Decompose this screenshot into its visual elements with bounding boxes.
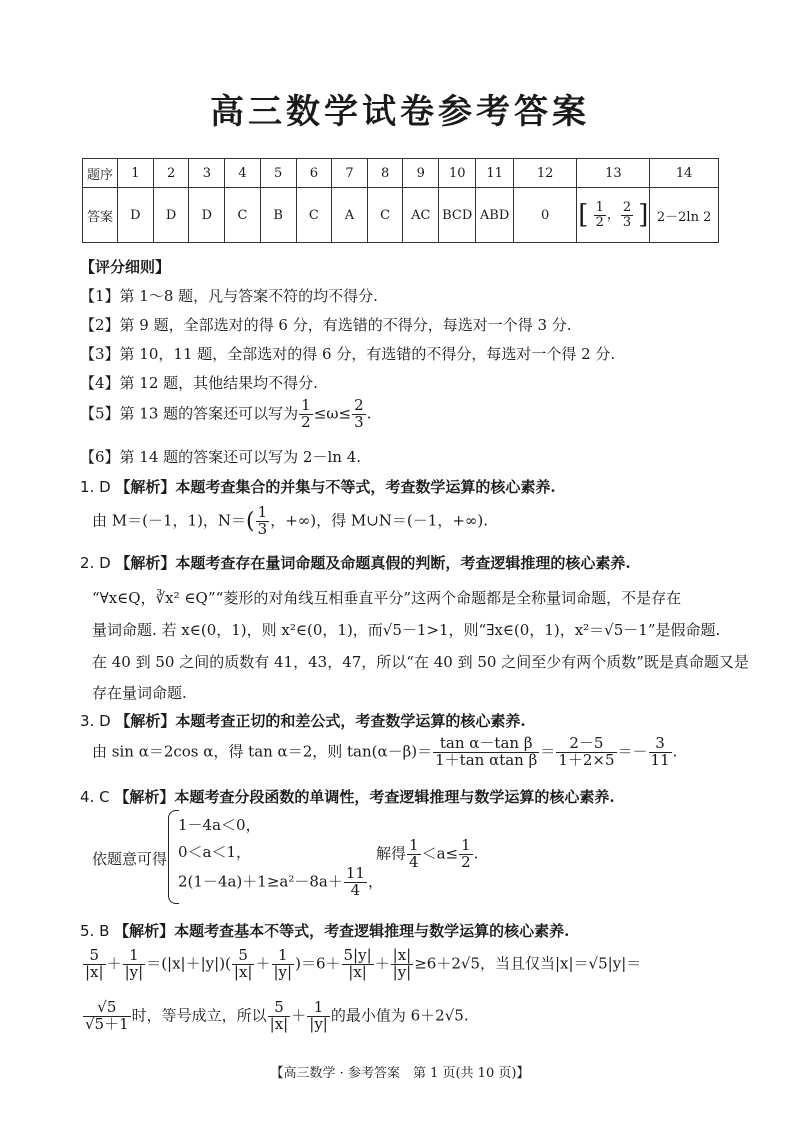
denominator: 1＋2×5	[558, 750, 615, 769]
fraction	[307, 1000, 330, 1033]
fraction	[649, 736, 672, 769]
q1-text: ，+∞)，得 M∪N＝(－1，+∞).	[270, 511, 489, 530]
q3-body	[92, 736, 677, 769]
answer-cell: C	[296, 188, 332, 243]
q1-analysis-title: 【解析】本题考查集合的并集与不等式，考查数学运算的核心素养.	[115, 478, 556, 496]
numerator: 5	[232, 948, 255, 965]
fraction	[459, 838, 473, 871]
answer-cell: D	[189, 188, 225, 243]
q-number: 3	[189, 159, 225, 188]
fraction	[272, 948, 295, 981]
q3-heading	[80, 710, 526, 731]
numerator: tan α－tan β	[433, 736, 539, 753]
q4-lead: 依题意可得	[92, 850, 168, 868]
q4-heading	[80, 786, 615, 807]
q-number: 8	[367, 159, 403, 188]
q5-text: 的最小值为 6＋2√5.	[330, 1006, 469, 1025]
q5-line-1	[82, 948, 641, 981]
numerator: 5	[268, 1000, 291, 1017]
q2-line-1: “∀x∈Q，∛x² ∈Q”“菱形的对角线互相垂直平分”这两个命题都是全称量词命题，不是存在	[92, 589, 682, 607]
numerator: 1	[272, 948, 295, 965]
q4-condition-text: 2(1－4a)＋1≥a²－8a＋	[178, 872, 343, 891]
rule-5-relation: ≤ω≤	[313, 404, 352, 423]
q-number: 10	[439, 159, 476, 188]
rule-1: 【1】第 1～8 题，凡与答案不符的均不得分.	[80, 287, 378, 305]
denominator: 2	[595, 214, 604, 230]
q5-number: 5. B	[80, 922, 115, 940]
q3-number: 3. D	[80, 712, 116, 730]
answer-label: 答案	[83, 188, 118, 243]
separator: ，	[606, 207, 620, 223]
denominator: |y|	[273, 962, 293, 981]
fraction	[594, 201, 606, 229]
denominator: 3	[622, 214, 632, 230]
numerator: 1	[307, 1000, 330, 1017]
q2-line-2: 量词命题. 若 x∈(0，1)，则 x²∈(0，1)，而√5－1>1，则“∃x∈(0，1)，x²＝√5－1”是假命题.	[92, 621, 721, 639]
answer-cell: C	[367, 188, 403, 243]
header-label: 题序	[83, 159, 118, 188]
q4-result-relation: ＜a≤	[421, 844, 459, 863]
q-number: 7	[332, 159, 368, 188]
period: .	[672, 742, 678, 761]
q-number: 11	[476, 159, 513, 188]
answer-cell: A	[332, 188, 368, 243]
answer-cell: 0	[513, 188, 577, 243]
q-number: 6	[296, 159, 332, 188]
q-number: 9	[403, 159, 439, 188]
rule-6: 【6】第 14 题的答案还可以写为 2－ln 4.	[80, 448, 362, 466]
numerator: 1	[123, 948, 146, 965]
plus: ＋	[106, 954, 122, 973]
period: .	[366, 404, 372, 423]
numerator: 11	[345, 864, 365, 882]
page-footer: 【高三数学 · 参考答案 第 1 页(共 10 页)】	[270, 1066, 530, 1081]
denominator: √5＋1	[85, 1014, 129, 1033]
plus: ＋	[291, 1006, 307, 1025]
denominator: 4	[350, 880, 361, 899]
rule-2: 【2】第 9 题，全部选对的得 6 分，有选错的不得分，每选对一个得 3 分.	[80, 316, 572, 334]
denominator: |x|	[269, 1014, 289, 1033]
numerator: 2	[354, 396, 364, 414]
rule-4: 【4】第 12 题，其他结果均不得分.	[80, 374, 318, 392]
q1-body	[92, 505, 488, 538]
denominator: 3	[257, 519, 268, 538]
q4-condition-3	[178, 866, 383, 899]
plus: ＋	[374, 954, 390, 973]
q4-result	[376, 838, 478, 871]
numerator: √5	[83, 1000, 131, 1017]
q3-text: 由 sin α＝2cos α，得 tan α＝2，则 tan(α－β)＝	[92, 742, 433, 761]
numerator: 1	[257, 503, 268, 521]
answer-cell: BCD	[439, 188, 476, 243]
denominator: 4	[409, 852, 419, 871]
answer-cell: AC	[403, 188, 439, 243]
denominator: 1＋tan αtan β	[435, 750, 538, 769]
q4-condition-2: 0＜a＜1，	[178, 843, 252, 861]
q-number: 12	[513, 159, 577, 188]
q2-heading	[80, 552, 631, 573]
answer-cell: 2－2ln 2	[650, 188, 719, 243]
q4-condition-1: 1－4a＜0，	[178, 816, 261, 834]
q5-heading	[80, 920, 569, 941]
rule-5-text: 【5】第 13 题的答案还可以写为	[80, 404, 299, 423]
q5-text: 时，等号成立，所以	[131, 1006, 267, 1025]
q2-number: 2. D	[80, 554, 116, 572]
fraction	[268, 1000, 291, 1033]
q1-heading	[80, 476, 556, 497]
q-number: 5	[260, 159, 296, 188]
denominator: |y|	[309, 1014, 328, 1033]
answer-table-header-row	[83, 159, 719, 188]
q4-analysis-title: 【解析】本题考查分段函数的单调性，考查逻辑推理与数学运算的核心素养.	[114, 788, 615, 806]
numerator: 1	[461, 836, 471, 854]
denominator: 3	[354, 412, 364, 431]
rules-heading: 【评分细则】	[80, 258, 171, 276]
q2-analysis-title: 【解析】本题考查存在量词命题及命题真假的判断，考查逻辑推理的核心素养.	[115, 554, 631, 572]
denominator: |x|	[85, 962, 104, 981]
denominator: 2	[461, 852, 471, 871]
numerator: 2	[622, 199, 632, 215]
q1-text: 由 M＝(－1，1)，N＝	[92, 511, 247, 530]
q2-line-3: 在 40 到 50 之间的质数有 41，43，47，所以“在 40 到 50 之间至少有两个质数”既是真命题又是	[92, 653, 749, 671]
q3-analysis-title: 【解析】本题考查正切的和差公式，考查数学运算的核心素养.	[115, 712, 526, 730]
fraction	[352, 398, 366, 431]
q5-text: ≥6＋2√5，当且仅当|x|＝√5|y|＝	[414, 954, 642, 973]
fraction	[342, 948, 374, 981]
numerator: 1	[409, 836, 419, 854]
denominator: |x|	[233, 962, 253, 981]
numerator: 3	[649, 736, 672, 753]
fraction	[256, 505, 270, 538]
numerator: 5|y|	[343, 946, 372, 964]
fraction	[123, 948, 146, 981]
answer-cell: D	[118, 188, 154, 243]
numerator: 1	[595, 199, 604, 215]
denominator: 11	[650, 750, 670, 769]
fraction	[344, 866, 367, 899]
q5-analysis-title: 【解析】本题考查基本不等式，考查逻辑推理与数学运算的核心素养.	[114, 922, 570, 940]
q-number: 14	[650, 159, 719, 188]
fraction	[391, 948, 414, 981]
page-title: 高三数学试卷参考答案	[210, 92, 590, 132]
q1-number: 1. D	[80, 478, 116, 496]
q-number: 2	[153, 159, 189, 188]
denominator: |y|	[392, 962, 412, 981]
fraction	[83, 948, 106, 981]
answer-table-answer-row	[83, 188, 719, 243]
answer-cell-13	[577, 188, 650, 243]
rule-5	[80, 398, 371, 431]
q4-result-text: 解得	[376, 844, 407, 863]
q-number: 1	[118, 159, 154, 188]
numerator: 1	[301, 396, 311, 414]
numerator: 2－5	[556, 736, 616, 753]
q5-line-2	[82, 1000, 469, 1033]
answer-table	[82, 158, 719, 243]
q5-text: ＝(|x|＋|y|)(	[146, 954, 231, 973]
q-number: 13	[577, 159, 650, 188]
comma: ，	[367, 872, 383, 891]
fraction	[556, 736, 616, 769]
fraction	[621, 201, 633, 229]
bracket-open: [	[578, 200, 589, 230]
q5-text: )＝6＋	[295, 954, 341, 973]
numerator: |x|	[391, 948, 414, 965]
plus: ＋	[255, 954, 271, 973]
paren-open: (	[246, 508, 255, 534]
rule-3: 【3】第 10，11 题，全部选对的得 6 分，有选错的不得分，每选对一个得 2 分.	[80, 345, 616, 363]
fraction	[232, 948, 255, 981]
answer-cell: B	[260, 188, 296, 243]
answer-cell: ABD	[476, 188, 513, 243]
denominator: 2	[301, 412, 311, 431]
q2-line-4: 存在量词命题.	[92, 684, 187, 702]
numerator: 5	[83, 948, 106, 965]
q-number: 4	[225, 159, 261, 188]
period: .	[473, 844, 479, 863]
answer-cell: C	[225, 188, 261, 243]
fraction	[299, 398, 313, 431]
equals: ＝－	[617, 742, 648, 761]
answer-cell: D	[153, 188, 189, 243]
denominator: |x|	[348, 962, 367, 981]
q4-number: 4. C	[80, 788, 115, 806]
fraction	[83, 1000, 131, 1033]
bracket-close: ]	[638, 200, 649, 230]
denominator: |y|	[124, 962, 144, 981]
fraction	[433, 736, 539, 769]
equals: ＝	[540, 742, 556, 761]
fraction	[407, 838, 421, 871]
